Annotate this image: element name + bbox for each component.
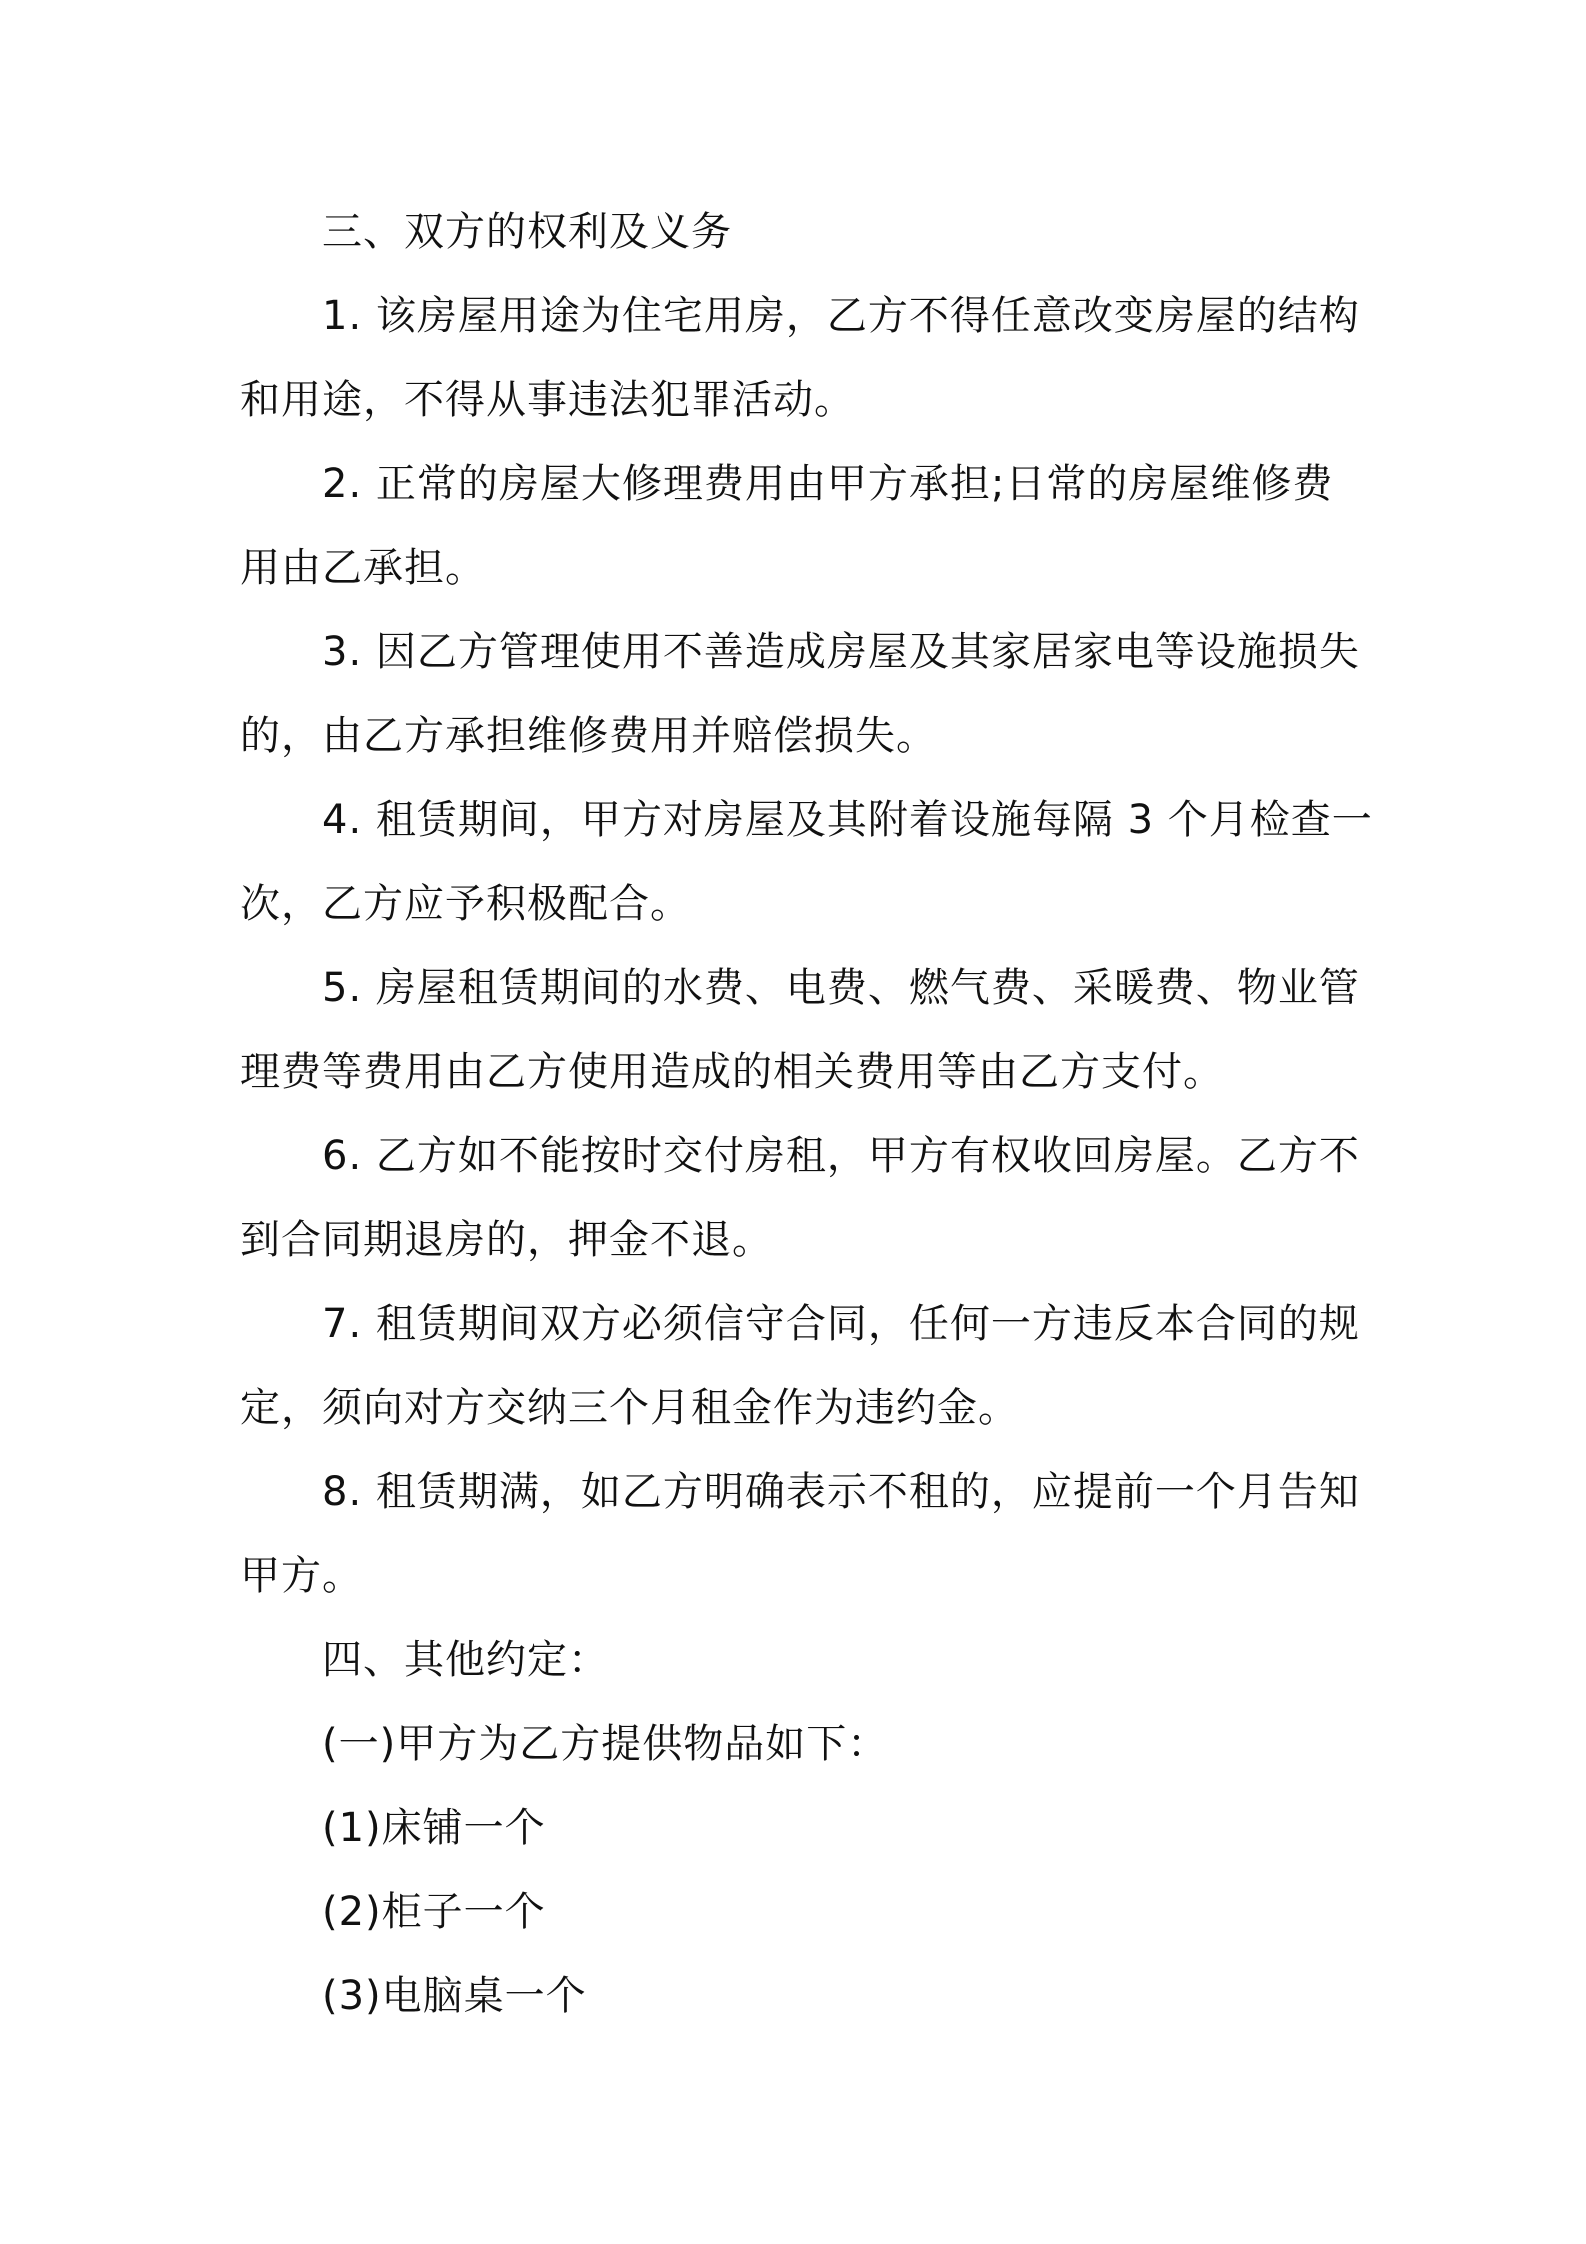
list-item: (2)柜子一个 (322, 1889, 546, 1935)
section-heading-rights: 三、双方的权利及义务 (322, 209, 732, 255)
clause-5-line-2: 理费等费用由乙方使用造成的相关费用等由乙方支付。 (240, 1049, 1224, 1095)
clause-6-line-1: 6. 乙方如不能按时交付房租，甲方有权收回房屋。乙方不 (322, 1133, 1360, 1179)
section-heading-other: 四、其他约定： (322, 1637, 609, 1683)
subsection-items-provided: (一)甲方为乙方提供物品如下： (322, 1721, 889, 1767)
clause-7-line-2: 定，须向对方交纳三个月租金作为违约金。 (240, 1385, 1019, 1431)
clause-2-line-2: 用由乙承担。 (240, 545, 486, 591)
clause-1-line-1: 1. 该房屋用途为住宅用房，乙方不得任意改变房屋的结构 (322, 293, 1360, 339)
clause-4-line-2: 次，乙方应予积极配合。 (240, 881, 691, 927)
document-page (240, 190, 1373, 2038)
clause-7-line-1: 7. 租赁期间双方必须信守合同，任何一方违反本合同的规 (322, 1301, 1360, 1347)
clause-1-line-2: 和用途，不得从事违法犯罪活动。 (240, 377, 855, 423)
clause-8-line-1: 8. 租赁期满，如乙方明确表示不租的，应提前一个月告知 (322, 1469, 1360, 1515)
clause-5-line-1: 5. 房屋租赁期间的水费、电费、燃气费、采暖费、物业管 (322, 965, 1360, 1011)
list-item: (1)床铺一个 (322, 1805, 546, 1851)
clause-4-line-1: 4. 租赁期间，甲方对房屋及其附着设施每隔 3 个月检查一 (322, 797, 1373, 843)
clause-2-line-1: 2. 正常的房屋大修理费用由甲方承担;日常的房屋维修费 (322, 461, 1334, 507)
clause-3-line-2: 的，由乙方承担维修费用并赔偿损失。 (240, 713, 937, 759)
clause-8-line-2: 甲方。 (240, 1553, 363, 1599)
clause-6-line-2: 到合同期退房的，押金不退。 (240, 1217, 773, 1263)
list-item: (3)电脑桌一个 (322, 1973, 587, 2019)
clause-3-line-1: 3. 因乙方管理使用不善造成房屋及其家居家电等设施损失 (322, 629, 1360, 675)
